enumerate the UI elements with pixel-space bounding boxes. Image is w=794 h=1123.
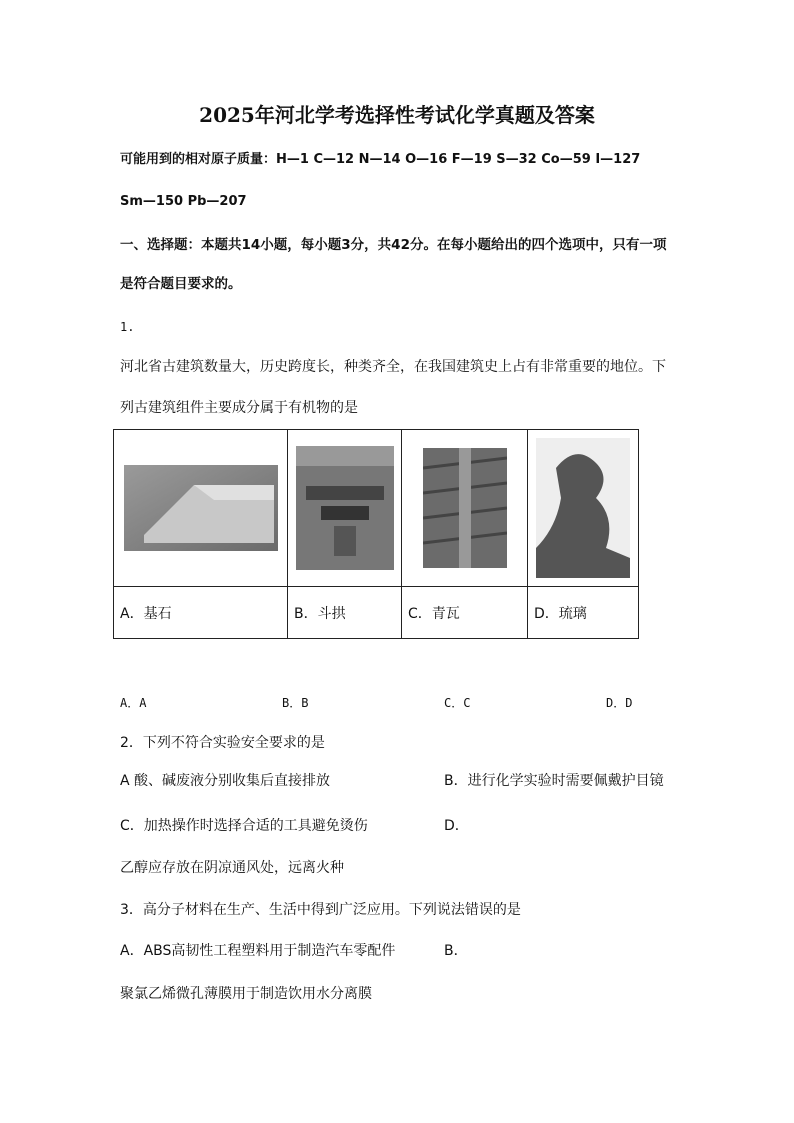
foundation-stone-image (124, 465, 278, 551)
q2-option-b: B．进行化学实验时需要佩戴护目镜 (444, 773, 664, 789)
q2-option-a: A 酸、碱废液分别收集后直接排放 (120, 773, 331, 789)
page-title: 2025年河北学考选择性考试化学真题及答案 (199, 103, 595, 127)
glazed-ornament-image (536, 438, 630, 578)
option-label-d: D．琉璃 (528, 587, 639, 639)
option-label-b: B．斗拱 (288, 587, 402, 639)
q1-option-c: C．C (444, 696, 471, 710)
option-label-c: C．青瓦 (402, 587, 528, 639)
q1-option-d: D．D (606, 696, 633, 710)
q1-image-table (113, 429, 639, 639)
q3-option-b-text: 聚氯乙烯微孔薄膜用于制造饮用水分离膜 (120, 986, 372, 1002)
q3-option-b: B． (444, 943, 468, 959)
section-heading: 一、选择题：本题共14小题，每小题3分，共42分。在每小题给出的四个选项中，只有一项 (120, 237, 667, 253)
q2-option-d-text: 乙醇应存放在阴凉通风处，远离火种 (120, 860, 344, 876)
q3-option-a: A．ABS高韧性工程塑料用于制造汽车零配件 (120, 943, 396, 959)
atomic-mass-line-2: Sm—150 Pb—207 (120, 194, 247, 209)
q1-stem-cont: 列古建筑组件主要成分属于有机物的是 (120, 400, 358, 416)
q3-stem: 3．高分子材料在生产、生活中得到广泛应用。下列说法错误的是 (120, 902, 521, 918)
q2-option-d: D． (444, 818, 469, 834)
dougong-bracket-image (296, 446, 394, 570)
q1-option-a: A．A (120, 696, 147, 710)
q2-option-c: C．加热操作时选择合适的工具避免烫伤 (120, 818, 368, 834)
option-label-a: A．基石 (114, 587, 288, 639)
section-heading-cont: 是符合题目要求的。 (120, 276, 242, 292)
atomic-mass-line: 可能用到的相对原子质量：H—1 C—12 N—14 O—16 F—19 S—32 Co—59 I—127 (120, 152, 641, 167)
green-tile-image (423, 448, 507, 568)
q2-stem: 2．下列不符合实验安全要求的是 (120, 735, 325, 751)
q1-stem: 河北省古建筑数量大，历史跨度长，种类齐全，在我国建筑史上占有非常重要的地位。下 (120, 359, 666, 375)
q1-option-b: B．B (282, 696, 309, 710)
q1-number: 1. (120, 320, 135, 334)
